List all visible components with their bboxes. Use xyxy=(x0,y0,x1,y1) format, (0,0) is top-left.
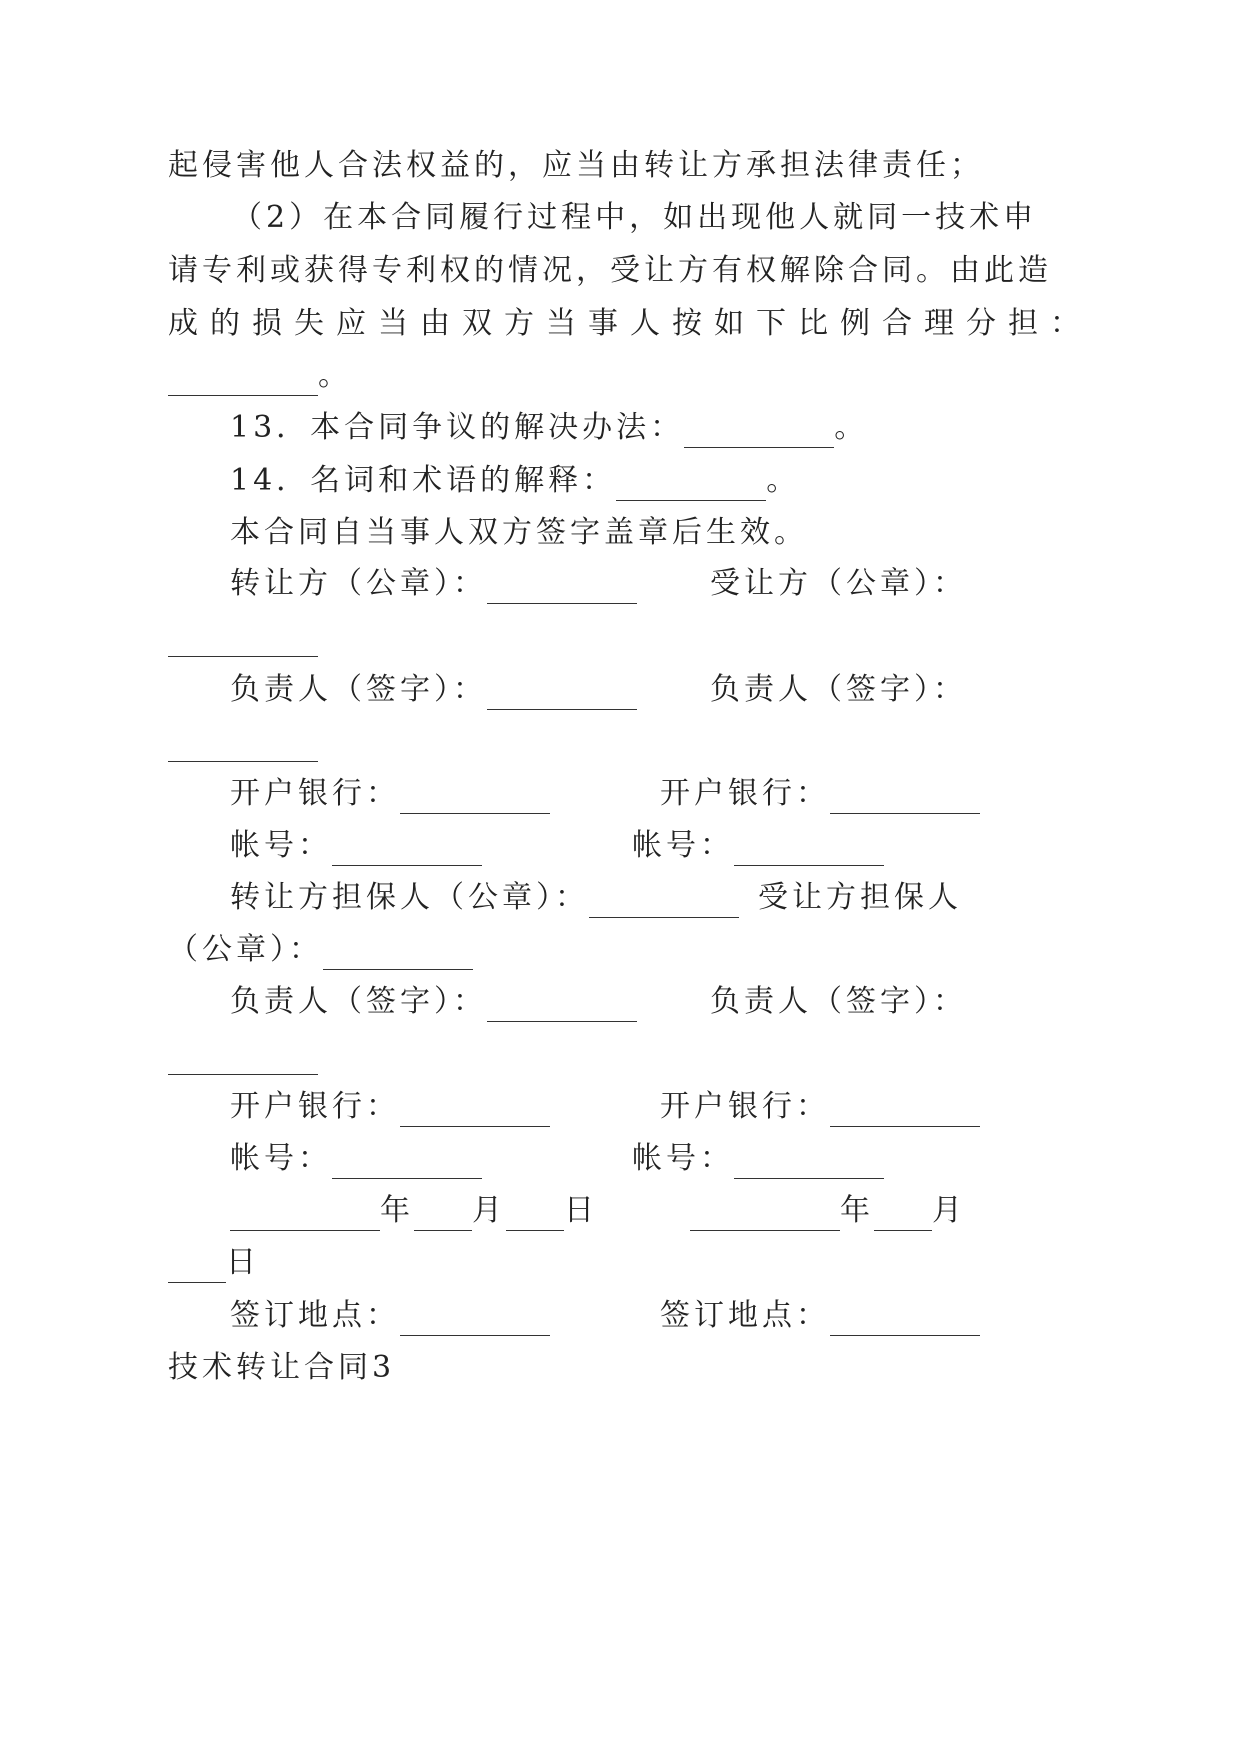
bank-line-1-right xyxy=(660,774,980,814)
line-2-text: （2）在本合同履行过程中，如出现他人就同一技术申 xyxy=(232,200,1038,235)
left-day-blank[interactable] xyxy=(506,1200,564,1231)
transferee-sign-place-blank[interactable] xyxy=(830,1305,980,1336)
guarantor-seal-cont-line xyxy=(168,930,473,970)
item-14-line xyxy=(230,461,800,501)
transferee-responsible-label: 负责人（签字）： xyxy=(710,672,967,707)
day-label: 日 xyxy=(226,1245,260,1280)
terms-definition-blank[interactable] xyxy=(616,470,766,501)
transferor-account-label: 帐号： xyxy=(230,828,332,863)
transferor-seal-label: 转让方（公章）： xyxy=(230,566,487,601)
responsible-blank-line-2 xyxy=(168,1035,318,1075)
right-year-blank[interactable] xyxy=(690,1200,840,1231)
next-section-title xyxy=(168,1348,395,1388)
transferor-guarantor-bank-label: 开户银行： xyxy=(230,1089,400,1124)
effective-line xyxy=(230,513,808,553)
right-month-blank[interactable] xyxy=(874,1200,932,1231)
transferee-seal-line xyxy=(710,564,967,604)
period: 。 xyxy=(834,410,869,445)
transferor-guarantor-account-label: 帐号： xyxy=(230,1141,332,1176)
line-1-text: 起侵害他人合法权益的，应当由转让方承担法律责任； xyxy=(168,148,984,183)
responsible-line-2 xyxy=(230,982,637,1022)
bank-line-2-right xyxy=(660,1087,980,1127)
account-line-2-right xyxy=(632,1139,884,1179)
account-line-1-right xyxy=(632,826,884,866)
transferee-guarantor-account-label: 帐号： xyxy=(632,1141,734,1176)
date-line-left xyxy=(230,1191,598,1231)
transferor-guarantor-responsible-blank[interactable] xyxy=(487,991,637,1022)
effective-text: 本合同自当事人双方签字盖章后生效。 xyxy=(230,515,808,550)
sign-place-line-right xyxy=(660,1296,980,1336)
next-title-text: 技术转让合同3 xyxy=(168,1350,396,1385)
text-line-4 xyxy=(168,304,1092,344)
transferee-responsible-blank[interactable] xyxy=(168,731,318,762)
responsible-line-1 xyxy=(230,670,637,710)
line-3-text: 请专利或获得专利权的情况，受让方有权解除合同。由此造 xyxy=(168,253,1052,288)
item-14-label: 14．名词和术语的解释： xyxy=(230,463,617,498)
text-line-3 xyxy=(168,251,1052,291)
loss-ratio-line xyxy=(168,356,352,396)
bank-line-1 xyxy=(230,774,550,814)
text-line-1 xyxy=(168,146,984,186)
date-line-right-cont xyxy=(168,1243,260,1283)
sign-place-line xyxy=(230,1296,550,1336)
dispute-resolution-blank[interactable] xyxy=(684,417,834,448)
item-13-label: 13．本合同争议的解决办法： xyxy=(230,410,685,445)
transferor-responsible-label: 负责人（签字）： xyxy=(230,672,487,707)
day-label: 日 xyxy=(564,1193,598,1228)
responsible-blank-line-1 xyxy=(168,722,318,762)
transferor-sign-place-blank[interactable] xyxy=(400,1305,550,1336)
transferor-guarantor-seal-label: 转让方担保人（公章）： xyxy=(230,880,589,915)
month-label: 月 xyxy=(932,1193,966,1228)
transferee-guarantor-responsible-label: 负责人（签字）： xyxy=(710,984,967,1019)
period: 。 xyxy=(318,358,352,393)
transferor-guarantor-account-blank[interactable] xyxy=(332,1148,482,1179)
transferee-guarantor-responsible-blank[interactable] xyxy=(168,1044,318,1075)
responsible-line-1-right xyxy=(710,670,967,710)
transferor-sign-place-label: 签订地点： xyxy=(230,1298,400,1333)
year-label: 年 xyxy=(380,1193,414,1228)
transferee-guarantor-seal-blank[interactable] xyxy=(323,939,473,970)
month-label: 月 xyxy=(472,1193,506,1228)
transferor-account-blank[interactable] xyxy=(332,835,482,866)
transferee-account-label: 帐号： xyxy=(632,828,734,863)
transferee-seal-blank-line xyxy=(168,617,318,657)
transferor-bank-blank[interactable] xyxy=(400,783,550,814)
transferee-bank-label: 开户银行： xyxy=(660,776,830,811)
transferee-bank-blank[interactable] xyxy=(830,783,980,814)
account-line-1 xyxy=(230,826,482,866)
right-day-blank[interactable] xyxy=(168,1252,226,1283)
period: 。 xyxy=(766,463,801,498)
transferor-responsible-blank[interactable] xyxy=(487,679,637,710)
transferor-guarantor-responsible-label: 负责人（签字）： xyxy=(230,984,487,1019)
left-year-blank[interactable] xyxy=(230,1200,380,1231)
year-label: 年 xyxy=(840,1193,874,1228)
transferor-bank-label: 开户银行： xyxy=(230,776,400,811)
item-13-line xyxy=(230,408,868,448)
transferor-seal-line xyxy=(230,564,637,604)
transferee-guarantor-label: 受让方担保人 xyxy=(758,880,962,915)
text-line-2 xyxy=(232,198,1037,238)
transferee-guarantor-account-blank[interactable] xyxy=(734,1148,884,1179)
transferee-seal-blank[interactable] xyxy=(168,626,318,657)
guarantor-seal-line-right xyxy=(758,878,962,918)
account-line-2 xyxy=(230,1139,482,1179)
transferee-account-blank[interactable] xyxy=(734,835,884,866)
transferee-guarantor-bank-label: 开户银行： xyxy=(660,1089,830,1124)
transferee-seal-label: 受让方（公章）： xyxy=(710,566,967,601)
transferee-sign-place-label: 签订地点： xyxy=(660,1298,830,1333)
transferee-guarantor-seal-label: （公章）： xyxy=(168,932,323,967)
transferor-guarantor-bank-blank[interactable] xyxy=(400,1096,550,1127)
loss-ratio-blank[interactable] xyxy=(168,365,318,396)
transferor-guarantor-seal-blank[interactable] xyxy=(589,887,739,918)
left-month-blank[interactable] xyxy=(414,1200,472,1231)
guarantor-seal-line xyxy=(230,878,739,918)
transferee-guarantor-bank-blank[interactable] xyxy=(830,1096,980,1127)
transferor-seal-blank[interactable] xyxy=(487,573,637,604)
responsible-line-2-right xyxy=(710,982,967,1022)
line-4-text: 成的损失应当由双方当事人按如下比例合理分担： xyxy=(168,306,1092,341)
bank-line-2 xyxy=(230,1087,550,1127)
date-line-right xyxy=(690,1191,966,1231)
